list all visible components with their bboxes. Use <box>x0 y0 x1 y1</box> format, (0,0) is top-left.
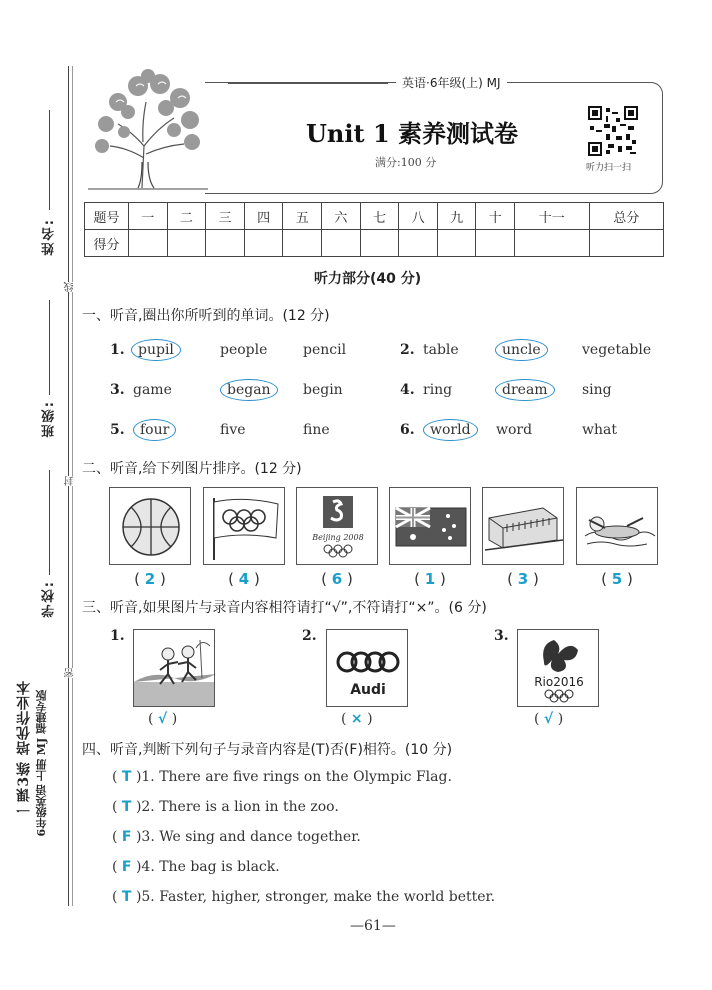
cut-mark-feng: 封 <box>65 476 76 486</box>
part3-item-number: 2. <box>302 628 317 644</box>
score-cell: 十 <box>476 203 515 230</box>
margin-line-inner <box>72 66 73 906</box>
margin-line-outer <box>68 66 69 906</box>
part1-item-number: 1. <box>110 342 125 358</box>
score-input-cell[interactable] <box>283 230 322 257</box>
statement-text: )5. Faster, higher, stronger, make the world better. <box>135 889 496 905</box>
part3-title: 三、听音,如果图片与录音内容相符请打“√”,不符请打“×”。(6 分) <box>82 600 487 616</box>
part1-word[interactable]: sing <box>582 382 612 398</box>
score-cell: 三 <box>206 203 245 230</box>
rio-logo-text: Rio2016 <box>534 675 584 689</box>
beijing-caption: Beijing 2008 <box>312 533 364 542</box>
order-answer[interactable]: ( 6 ) <box>321 570 353 588</box>
picture-rio-2016-logo <box>517 629 599 707</box>
audi-logo-text: Audi <box>350 682 386 698</box>
statement-row[interactable]: ( F )4. The bag is black. <box>112 859 280 875</box>
score-cell: 六 <box>322 203 361 230</box>
class-label: 班级: <box>42 400 57 438</box>
brand-title: 一课3练 培优作业本 <box>16 680 32 817</box>
order-answer[interactable]: ( 1 ) <box>414 570 446 588</box>
picture-olympic-flag <box>203 487 285 565</box>
name-fill-line <box>49 110 50 210</box>
class-fill-line <box>49 300 50 395</box>
picture-running-kids <box>133 629 215 707</box>
score-table-score-row <box>85 230 664 257</box>
part1-item-number: 6. <box>400 422 415 438</box>
score-table-header-row <box>85 203 664 230</box>
statement-text: )1. There are five rings on the Olympic Flag. <box>135 769 452 785</box>
part1-item-number: 3. <box>110 382 125 398</box>
order-answer[interactable]: ( 3 ) <box>507 570 539 588</box>
part1-word[interactable]: what <box>582 422 617 438</box>
tf-answer[interactable]: ( √ ) <box>534 711 564 727</box>
statement-row[interactable]: ( T )5. Faster, higher, stronger, make the world better. <box>112 889 496 905</box>
tf-answer[interactable]: ( √ ) <box>148 711 178 727</box>
score-input-cell[interactable] <box>322 230 361 257</box>
page-number: —61— <box>350 918 396 934</box>
page-title: Unit 1 素养测试卷 <box>306 119 518 148</box>
subject-label: 英语·6年级(上) MJ <box>396 74 507 91</box>
part1-word[interactable] <box>140 422 176 438</box>
statement-row[interactable]: ( F )3. We sing and dance together. <box>112 829 361 845</box>
score-input-cell[interactable] <box>244 230 283 257</box>
score-cell: 五 <box>283 203 322 230</box>
part1-item-number: 2. <box>400 342 415 358</box>
header-top-line <box>228 82 388 84</box>
answer-circle: four <box>133 419 176 441</box>
qr-code[interactable] <box>588 106 638 156</box>
part1-word[interactable]: people <box>220 342 268 358</box>
answer-circle: uncle <box>495 339 548 361</box>
score-cell: 四 <box>244 203 283 230</box>
statement-row[interactable]: ( T )2. There is a lion in the zoo. <box>112 799 339 815</box>
picture-australia-flag <box>389 487 471 565</box>
picture-train <box>482 487 564 565</box>
order-answer[interactable]: ( 4 ) <box>228 570 260 588</box>
name-label: 姓名: <box>42 218 57 256</box>
part1-word[interactable] <box>502 382 555 398</box>
answer-circle: dream <box>495 379 555 401</box>
order-answer[interactable]: ( 2 ) <box>134 570 166 588</box>
school-label: 学校: <box>42 580 57 618</box>
picture-basketball <box>109 487 191 565</box>
part3-item-number: 1. <box>110 628 125 644</box>
part1-word[interactable] <box>502 342 548 358</box>
part3-item-number: 3. <box>494 628 509 644</box>
score-cell: 题号 <box>85 203 129 230</box>
score-cell: 总分 <box>589 203 663 230</box>
score-input-cell[interactable] <box>589 230 663 257</box>
part1-word[interactable] <box>227 382 278 398</box>
statement-row[interactable]: ( T )1. There are five rings on the Olympic Flag. <box>112 769 452 785</box>
score-cell: 九 <box>437 203 476 230</box>
part1-word[interactable]: word <box>496 422 533 438</box>
score-cell: 八 <box>399 203 438 230</box>
part1-word[interactable]: table <box>423 342 459 358</box>
part1-word[interactable]: five <box>220 422 246 438</box>
part1-item-number: 5. <box>110 422 125 438</box>
cut-mark-xian: 线 <box>65 282 76 292</box>
full-score: 满分:100 分 <box>375 156 437 169</box>
score-cell: 一 <box>129 203 168 230</box>
score-input-cell[interactable] <box>515 230 589 257</box>
score-input-cell[interactable] <box>476 230 515 257</box>
part1-word[interactable]: vegetable <box>582 342 652 358</box>
score-input-cell[interactable] <box>206 230 245 257</box>
answer-circle: world <box>423 419 478 441</box>
statement-text: )4. The bag is black. <box>135 859 280 875</box>
part1-word[interactable] <box>430 422 478 438</box>
picture-swimmer <box>576 487 658 565</box>
picture-beijing-2008-logo <box>296 487 378 565</box>
part1-word[interactable]: fine <box>303 422 330 438</box>
order-answer[interactable]: ( 5 ) <box>601 570 633 588</box>
brand-subtitle: 6年级英语 上册 MJ 福建专版 <box>35 690 48 837</box>
school-fill-line <box>49 470 50 575</box>
score-input-cell[interactable] <box>129 230 168 257</box>
tree-illustration <box>88 62 208 190</box>
part2-title: 二、听音,给下列图片排序。(12 分) <box>82 461 302 477</box>
score-cell: 二 <box>167 203 206 230</box>
score-cell: 十一 <box>515 203 589 230</box>
score-cell: 七 <box>360 203 399 230</box>
tf-answer[interactable]: ( × ) <box>341 711 373 727</box>
part4-title: 四、听音,判断下列句子与录音内容是(T)否(F)相符。(10 分) <box>82 742 453 758</box>
part1-word[interactable] <box>138 342 181 358</box>
score-input-cell[interactable] <box>437 230 476 257</box>
part1-word[interactable]: begin <box>303 382 343 398</box>
qr-caption: 听力扫一扫 <box>586 163 632 173</box>
part1-word[interactable]: game <box>133 382 172 398</box>
statement-text: )3. We sing and dance together. <box>135 829 361 845</box>
cut-mark-mi: 密 <box>65 668 76 678</box>
part1-word[interactable]: pencil <box>303 342 347 358</box>
statement-text: )2. There is a lion in the zoo. <box>135 799 339 815</box>
part1-item-number: 4. <box>400 382 415 398</box>
answer-circle: began <box>220 379 278 401</box>
listening-heading: 听力部分(40 分) <box>314 271 422 287</box>
part1-title: 一、听音,圈出你所听到的单词。(12 分) <box>82 308 330 324</box>
answer-circle: pupil <box>131 339 181 361</box>
part1-word[interactable]: ring <box>423 382 453 398</box>
score-cell: 得分 <box>85 230 129 257</box>
score-input-cell[interactable] <box>167 230 206 257</box>
score-input-cell[interactable] <box>360 230 399 257</box>
picture-audi-logo <box>326 629 408 707</box>
score-table <box>84 202 664 257</box>
score-input-cell[interactable] <box>399 230 438 257</box>
